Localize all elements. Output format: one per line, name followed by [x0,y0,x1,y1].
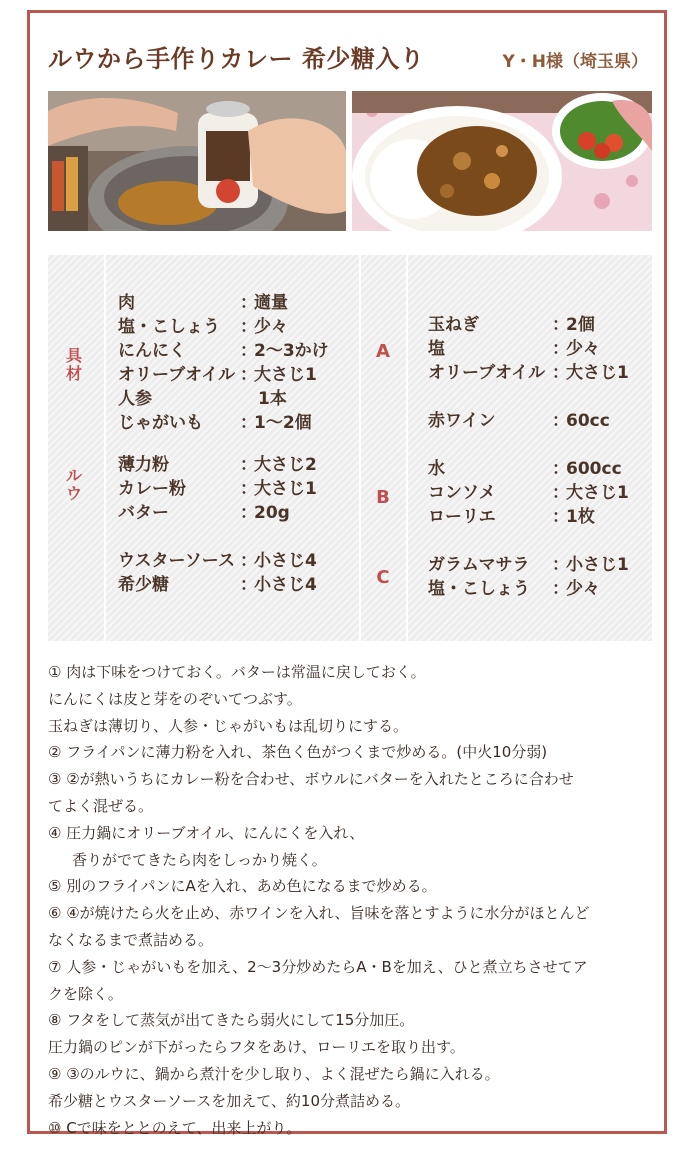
step-line: 玉ねぎは薄切り、人参・じゃがいもは乱切りにする。 [48,716,409,735]
step-line: ⑤ 別のフライパンにAを入れ、あめ色になるまで炒める。 [48,877,437,896]
ingredients-panel: 具材 ルウ 肉 ： 適量 塩・こしょう ： 少々 にんにく ： 2～3かけ オリーブオイル ： 大さじ1 人参 1本 じゃがいも ： 1～2個 薄力粉 ： 大さじ2 カレー粉 ： 大さじ1 バター ： 20g ウスターソース ： 小さじ4 希少糖 ： 小さじ4 A B C 玉ねぎ ： 2個 塩 ： 少々 オリーブオイル ： 大さじ1 赤ワイン ： 60cc 水 ： 600cc コンソメ ： 大さじ1 ローリエ ： 1枚 ガラムマサラ ： 小さじ1 塩・こしょう ： 少々 [48,255,652,641]
step-line: ⑨ ③のルウに、鍋から煮汁を少し取り、よく混ぜたら鍋に入れる。 [48,1064,500,1083]
step-line: ① 肉は下味をつけておく。バターは常温に戻しておく。 [48,663,426,681]
step-line: 希少糖とウスターソースを加えて、約10分煮詰める。 [48,1091,410,1110]
recipe-card [27,10,667,1137]
step-line: にんにくは皮と芽をのぞいてつぶす。 [48,689,302,708]
group-c-label: C [376,567,390,588]
group-b-label: B [376,487,390,508]
instructions [48,659,660,1141]
step-line: クを除く。 [48,984,123,1003]
label-roux: ルウ [65,466,82,503]
curry-plate-photo [352,91,652,231]
step-line: ⑦ 人参・じゃがいもを加え、2～3分炒めたらA・Bを加え、ひと煮立ちさせてア [48,957,588,976]
step-line: ② フライパンに薄力粉を入れ、茶色く色がつくまで炒める。(中火10分弱) [48,743,548,762]
label-gu: 具材 [65,346,82,383]
group-a-label: A [376,341,390,362]
step-line: ③ ②が熱いうちにカレー粉を合わせ、ボウルにバターを入れたところに合わせ [48,770,574,789]
step-line: 圧力鍋のピンが下がったらフタをあけ、ローリエを取り出す。 [48,1038,465,1057]
cooking-photo [48,91,346,231]
step-line: ⑥ ④が焼けたら火を止め、赤ワインを入れ、旨味を落とすように水分がほとんど [48,904,590,923]
divider [406,255,408,641]
divider [359,255,361,641]
recipe-author: Y・H様（埼玉県） [502,52,648,72]
step-line: ⑩ Cで味をととのえて、出来上がり。 [48,1118,302,1137]
step-line: なくなるまで煮詰める。 [48,930,214,949]
step-line: ⑧ フタをして蒸気が出てきたら弱火にして15分加圧。 [48,1011,415,1030]
step-line: てよく混ぜる。 [48,796,154,815]
step-line: ④ 圧力鍋にオリーブオイル、にんにくを入れ、 [48,823,365,842]
step-line: 香りがでてきたら肉をしっかり焼く。 [72,850,327,869]
recipe-title: ルウから手作りカレー 希少糖入り [48,45,425,73]
divider [104,255,106,641]
